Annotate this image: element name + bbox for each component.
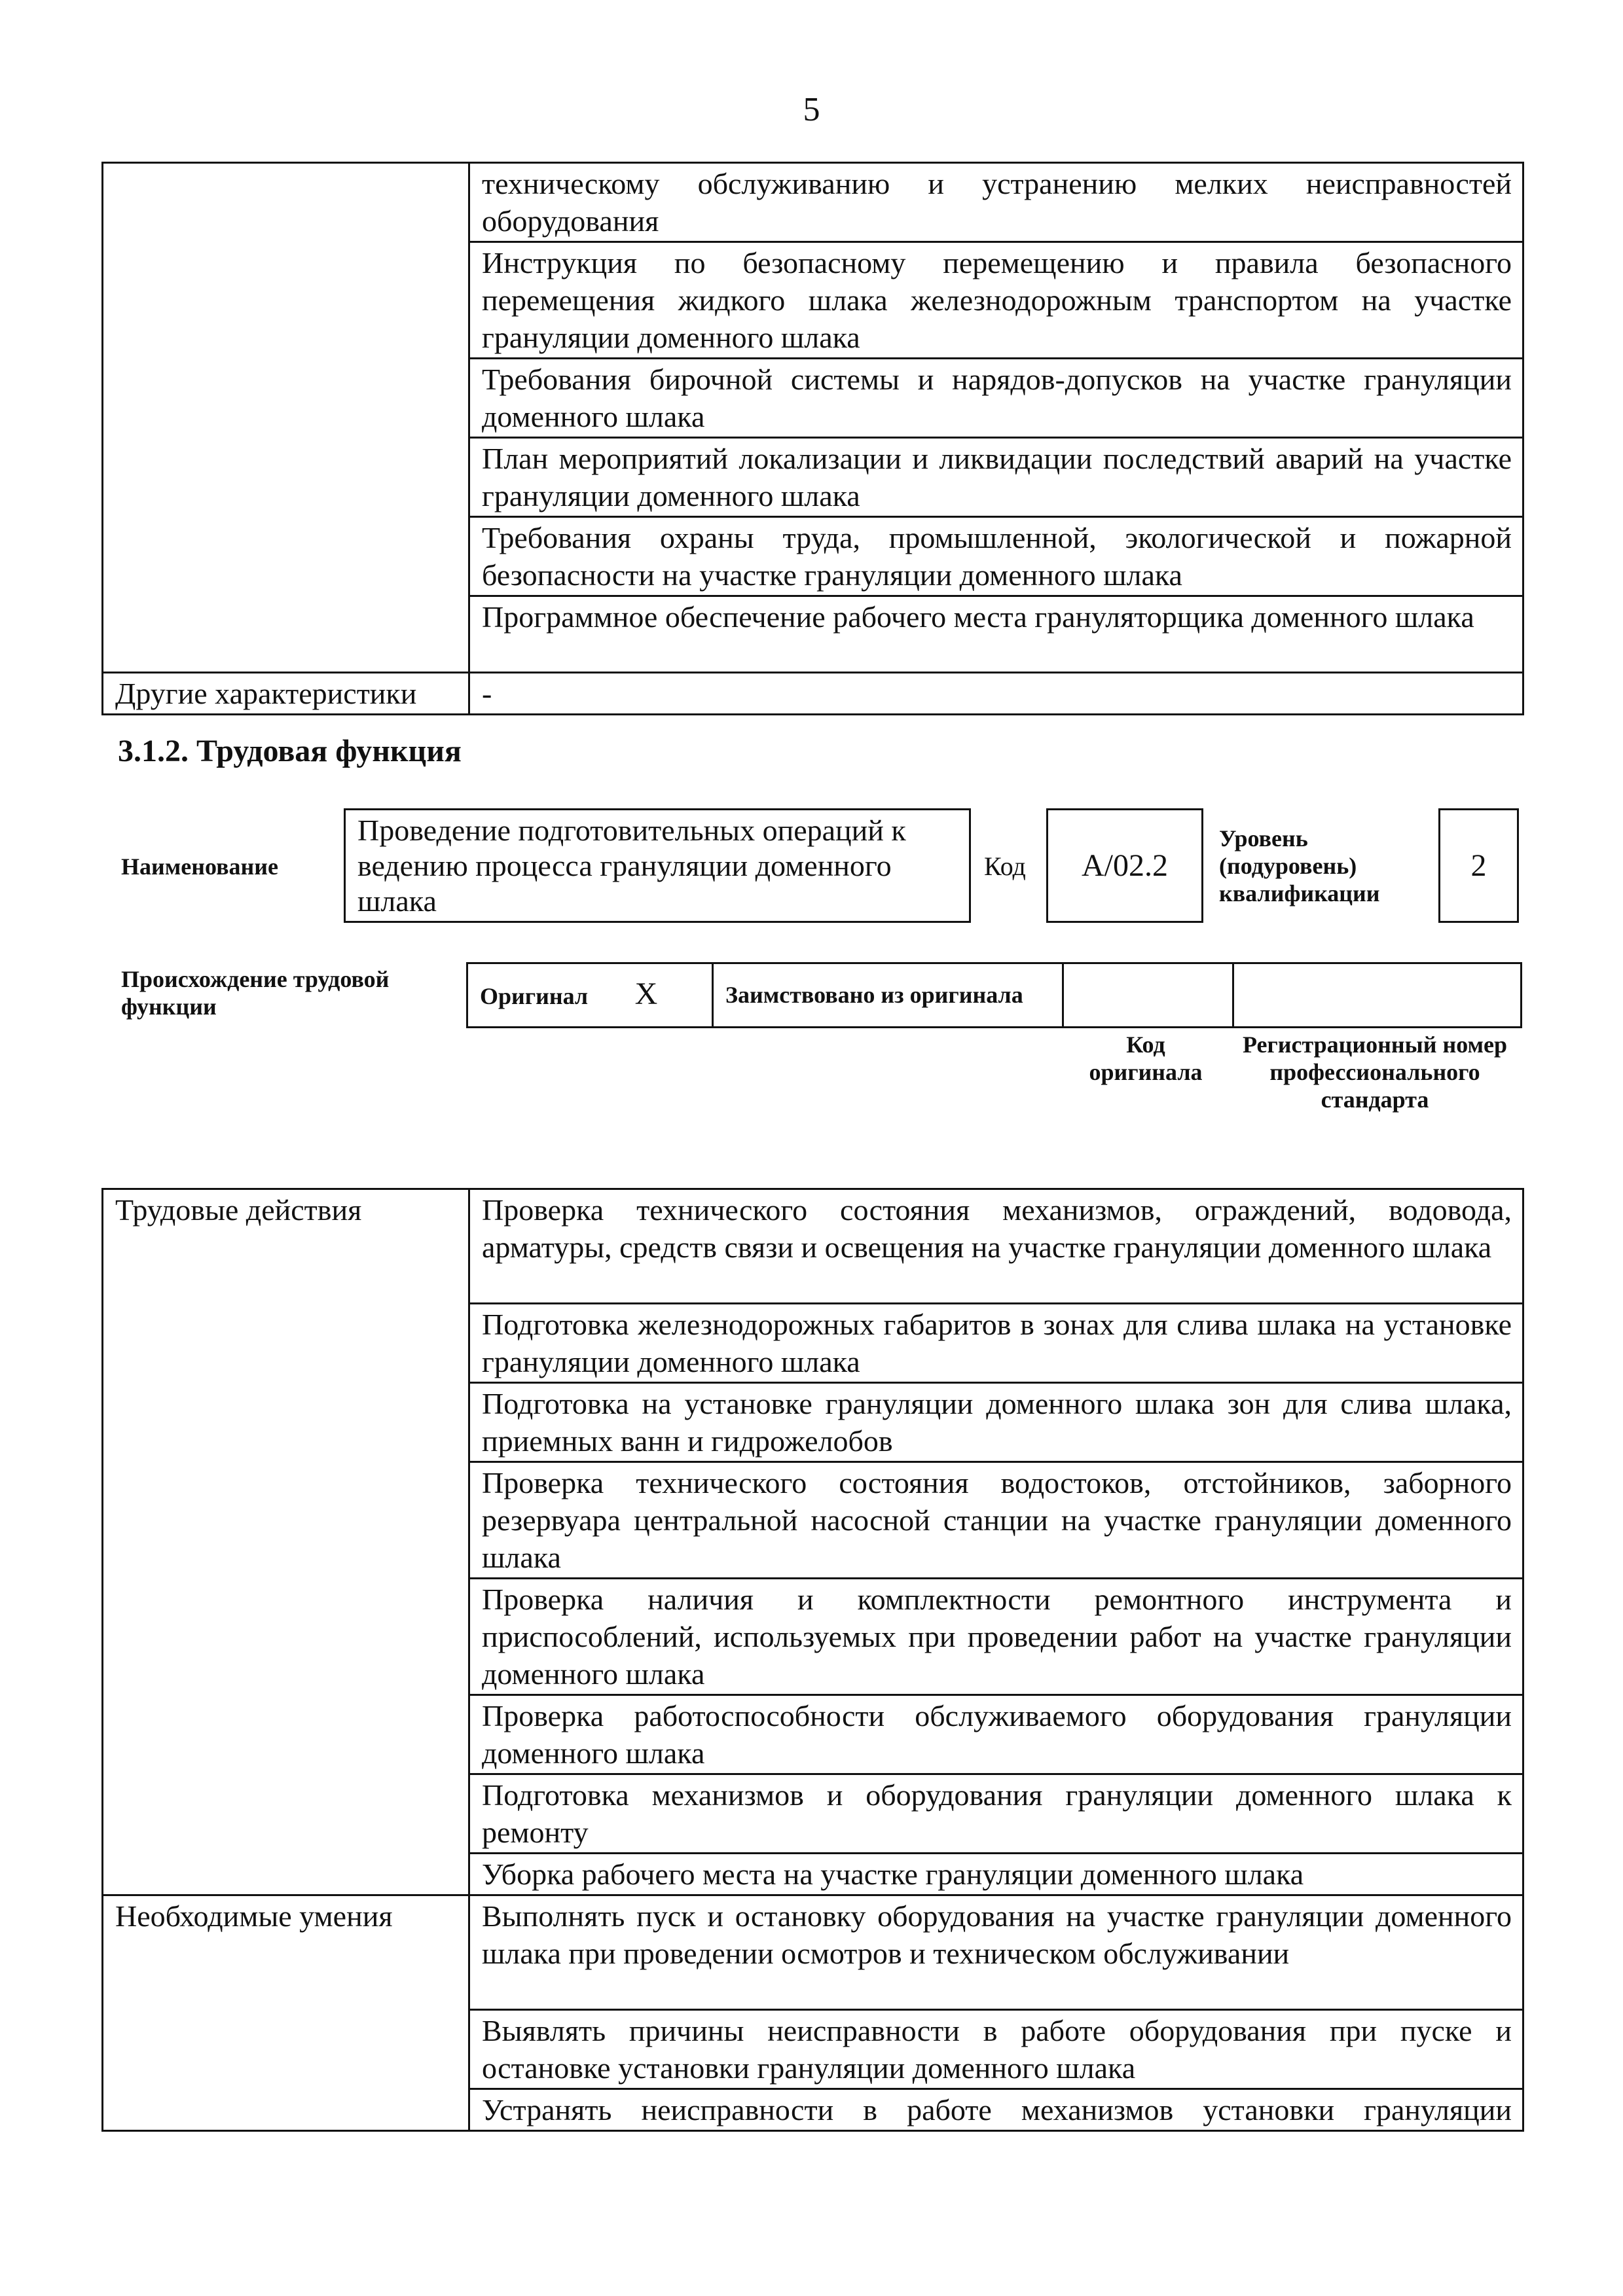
labor-action-item: Подготовка железнодорожных габаритов в зонах для слива шлака на установке грануляции доменного шлака <box>469 1304 1523 1383</box>
borrowed-cell <box>713 963 1063 1028</box>
labor-action-item: Уборка рабочего места на участке грануляции доменного шлака <box>469 1854 1523 1895</box>
labor-actions-label: Трудовые действия <box>103 1189 469 1895</box>
skills-label: Необходимые умения <box>103 1895 469 2131</box>
original-code-cell <box>1063 963 1233 1028</box>
skill-item: Выявлять причины неисправности в работе оборудования при пуске и остановке установки грануляции доменного шлака <box>469 2010 1523 2089</box>
knowledge-table <box>101 162 1524 715</box>
name-label: Наименование <box>121 853 278 880</box>
section-heading: 3.1.2. Трудовая функция <box>118 734 462 768</box>
registration-caption: Регистрационный номер профессионального стандарта <box>1242 1031 1508 1113</box>
knowledge-item: Программное обеспечение рабочего места грануляторщика доменного шлака <box>469 596 1523 673</box>
code-original-caption: Код оригинала <box>1089 1031 1203 1085</box>
code-value-box <box>1046 808 1203 923</box>
skill-item: Устранять неисправности в работе механизмов установки грануляции <box>469 2089 1523 2131</box>
level-value-box <box>1438 808 1519 923</box>
code-label: Код <box>984 852 1026 881</box>
origin-label: Происхождение трудовой функции <box>121 966 390 1020</box>
borrowed-label: Заимствовано из оригинала <box>725 981 1023 1008</box>
original-mark: X <box>634 977 658 1011</box>
other-characteristics-value: - <box>469 673 1523 715</box>
original-cell <box>467 963 713 1028</box>
knowledge-item: Инструкция по безопасному перемещению и правила безопасного перемещения жидкого шлака железнодорожным транспортом на участке грануляции доменного шлака <box>469 242 1523 359</box>
labor-action-item: Проверка технического состояния механизмов, ограждений, водовода, арматуры, средств связи и освещения на участке грануляции доменного шлака <box>469 1189 1523 1304</box>
empty-label-cell <box>103 163 469 673</box>
level-label: Уровень (подуровень) квалификации <box>1219 825 1380 906</box>
code-value: А/02.2 <box>1082 848 1168 883</box>
other-characteristics-label: Другие характеристики <box>103 673 469 715</box>
page-number: 5 <box>803 91 820 128</box>
skill-item: Выполнять пуск и остановку оборудования на участке грануляции доменного шлака при проведении осмотров и техническом обслуживании <box>469 1895 1523 2010</box>
knowledge-item: Требования охраны труда, промышленной, экологической и пожарной безопасности на участке грануляции доменного шлака <box>469 517 1523 596</box>
labor-action-item: Проверка наличия и комплектности ремонтного инструмента и приспособлений, используемых при проведении работ на участке грануляции доменного шлака <box>469 1579 1523 1695</box>
name-value-box <box>344 808 971 923</box>
labor-action-item: Подготовка на установке грануляции доменного шлака зон для слива шлака, приемных ванн и гидрожелобов <box>469 1383 1523 1462</box>
labor-action-item: Подготовка механизмов и оборудования грануляции доменного шлака к ремонту <box>469 1774 1523 1854</box>
labor-action-item: Проверка работоспособности обслуживаемого оборудования грануляции доменного шлака <box>469 1695 1523 1774</box>
labor-function-table <box>101 1188 1524 2132</box>
name-value: Проведение подготовительных операций к ведению процесса грануляции доменного шлака <box>357 814 906 918</box>
knowledge-item: Требования бирочной системы и нарядов-допусков на участке грануляции доменного шлака <box>469 359 1523 438</box>
knowledge-item: План мероприятий локализации и ликвидации последствий аварий на участке грануляции доменного шлака <box>469 438 1523 517</box>
level-value: 2 <box>1470 848 1487 883</box>
original-label: Оригинал <box>480 983 589 1009</box>
labor-action-item: Проверка технического состояния водостоков, отстойников, заборного резервуара центральной насосной станции на участке грануляции доменного шлака <box>469 1462 1523 1579</box>
origin-table <box>466 962 1522 1028</box>
registration-number-cell <box>1233 963 1522 1028</box>
knowledge-item: техническому обслуживанию и устранению мелких неисправностей оборудования <box>469 163 1523 242</box>
